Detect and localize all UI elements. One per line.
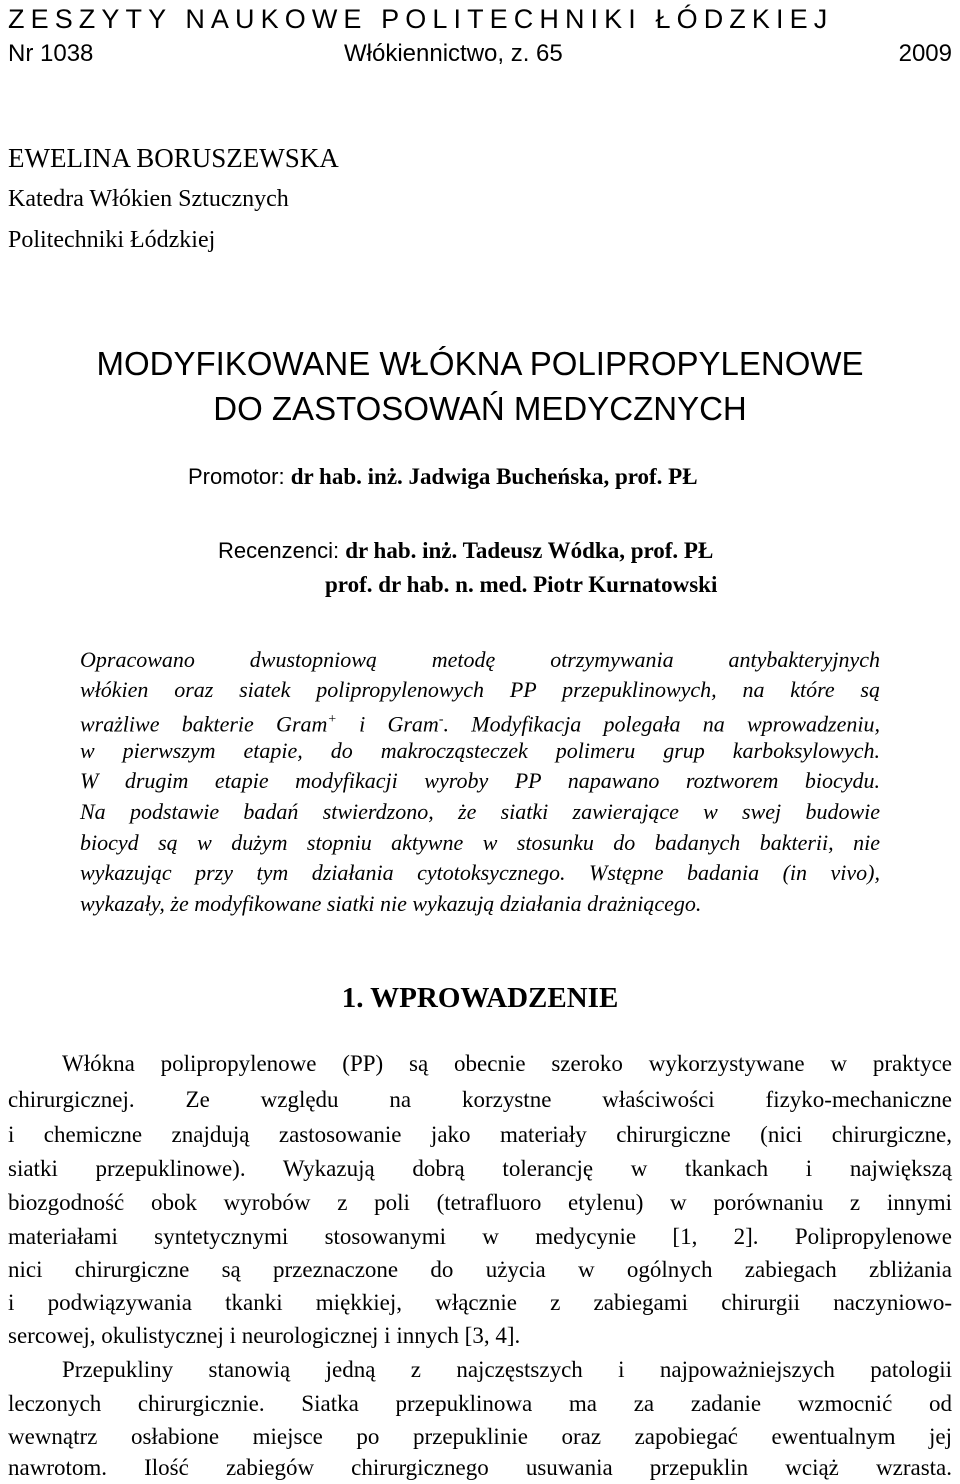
reviewer-2-line [325, 572, 717, 598]
body-line: biozgodność obok wyrobów z poli (tetrafluoro etylenu) w porównaniu z innymi [8, 1190, 952, 1215]
body-line: Włókna polipropylenowe (PP) są obecnie szeroko wykorzystywane w praktyce [62, 1051, 952, 1076]
abstract-line [80, 706, 880, 737]
abstract-line: włókien oraz siatek polipropylenowych PP przepuklinowych, na które są [80, 677, 880, 702]
reviewers [218, 538, 713, 564]
body-line: siatki przepuklinowe). Wykazują dobrą tolerancję w tkankach i największą [8, 1156, 952, 1181]
reviewer-1: dr hab. inż. Tadeusz Wódka, prof. PŁ [345, 538, 714, 563]
author-affiliation-1: Katedra Włókien Sztucznych [8, 186, 289, 212]
reviewers-label: Recenzenci: [218, 538, 340, 563]
author-name: EWELINA BORUSZEWSKA [8, 143, 339, 173]
reviewer-2: prof. dr hab. n. med. Piotr Kurnatowski [325, 572, 718, 597]
body-line: materiałami syntetycznymi stosowanymi w medycynie [1, 2]. Polipropylenowe [8, 1224, 952, 1249]
body-line: chirurgicznej. Ze względu na korzystne właściwości fizyko-mechaniczne [8, 1087, 952, 1112]
superscript: + [327, 712, 337, 727]
abstract-line: wykazując przy tym działania cytotoksycznego. Wstępne badania (in vivo), [80, 860, 880, 885]
promotor-name: dr hab. inż. Jadwiga Bucheńska, prof. PŁ [290, 464, 698, 489]
issue-line [8, 40, 952, 68]
body-line: leczonych chirurgicznie. Siatka przepuklinowa ma za zadanie wzmocnić od [8, 1391, 952, 1416]
paper-title-line-1: MODYFIKOWANE WŁÓKNA POLIPROPYLENOWE [96, 345, 864, 382]
abstract-line: w pierwszym etapie, do makrocząsteczek polimeru grup karboksylowych. [80, 738, 880, 763]
body-line: nici chirurgiczne są przeznaczone do użycia w ogólnych zabiegach zbliżania [8, 1257, 952, 1282]
journal-title: ZESZYTY NAUKOWE POLITECHNIKI ŁÓDZKIEJ [8, 4, 834, 34]
body-line: sercowej, okulistycznej i neurologicznej i innych [3, 4]. [8, 1323, 521, 1348]
issue-series: Włókiennictwo, z. 65 [344, 40, 563, 67]
abstract-line: W drugim etapie modyfikacji wyroby PP napawano roztworem biocydu. [80, 768, 880, 793]
abstract-text: wrażliwe bakterie Gram [80, 711, 328, 737]
superscript: - [438, 712, 444, 727]
body-line: i chemiczne znajdują zastosowanie jako materiały chirurgiczne (nici chirurgiczne, [8, 1122, 952, 1147]
body-line: Przepukliny stanowią jedną z najczęstszych i najpoważniejszych patologii [62, 1357, 952, 1382]
body-line: wewnątrz osłabione miejsce po przepuklinie oraz zapobiegać ewentualnym jej [8, 1424, 952, 1449]
paper-title-line-2: DO ZASTOSOWAŃ MEDYCZNYCH [213, 390, 747, 427]
abstract-line: Na podstawie badań stwierdzono, że siatki zawierające w swej budowie [80, 799, 880, 824]
body-line: i podwiązywania tkanki miękkiej, włącznie z zabiegami chirurgii naczyniowo- [8, 1290, 952, 1315]
promotor [188, 464, 698, 490]
issue-year: 2009 [898, 40, 952, 67]
abstract-line: Opracowano dwustopniową metodę otrzymywania antybakteryjnych [80, 647, 880, 672]
promotor-label: Promotor: [188, 464, 285, 489]
abstract-line: wykazały, że modyfikowane siatki nie wykazują działania drażniącego. [80, 891, 702, 916]
issue-number: Nr 1038 [8, 40, 94, 67]
section-heading: 1. WPROWADZENIE [341, 982, 619, 1014]
abstract-text: i Gram [336, 711, 439, 737]
abstract-text: . Modyfikacja polegała na wprowadzeniu, [443, 711, 880, 737]
author-affiliation-2: Politechniki Łódzkiej [8, 227, 216, 253]
body-line: nawrotom. Ilość zabiegów chirurgicznego usuwania przepuklin wciąż wzrasta. [8, 1455, 952, 1480]
abstract-line: biocyd są w dużym stopniu aktywne w stosunku do badanych bakterii, nie [80, 830, 880, 855]
